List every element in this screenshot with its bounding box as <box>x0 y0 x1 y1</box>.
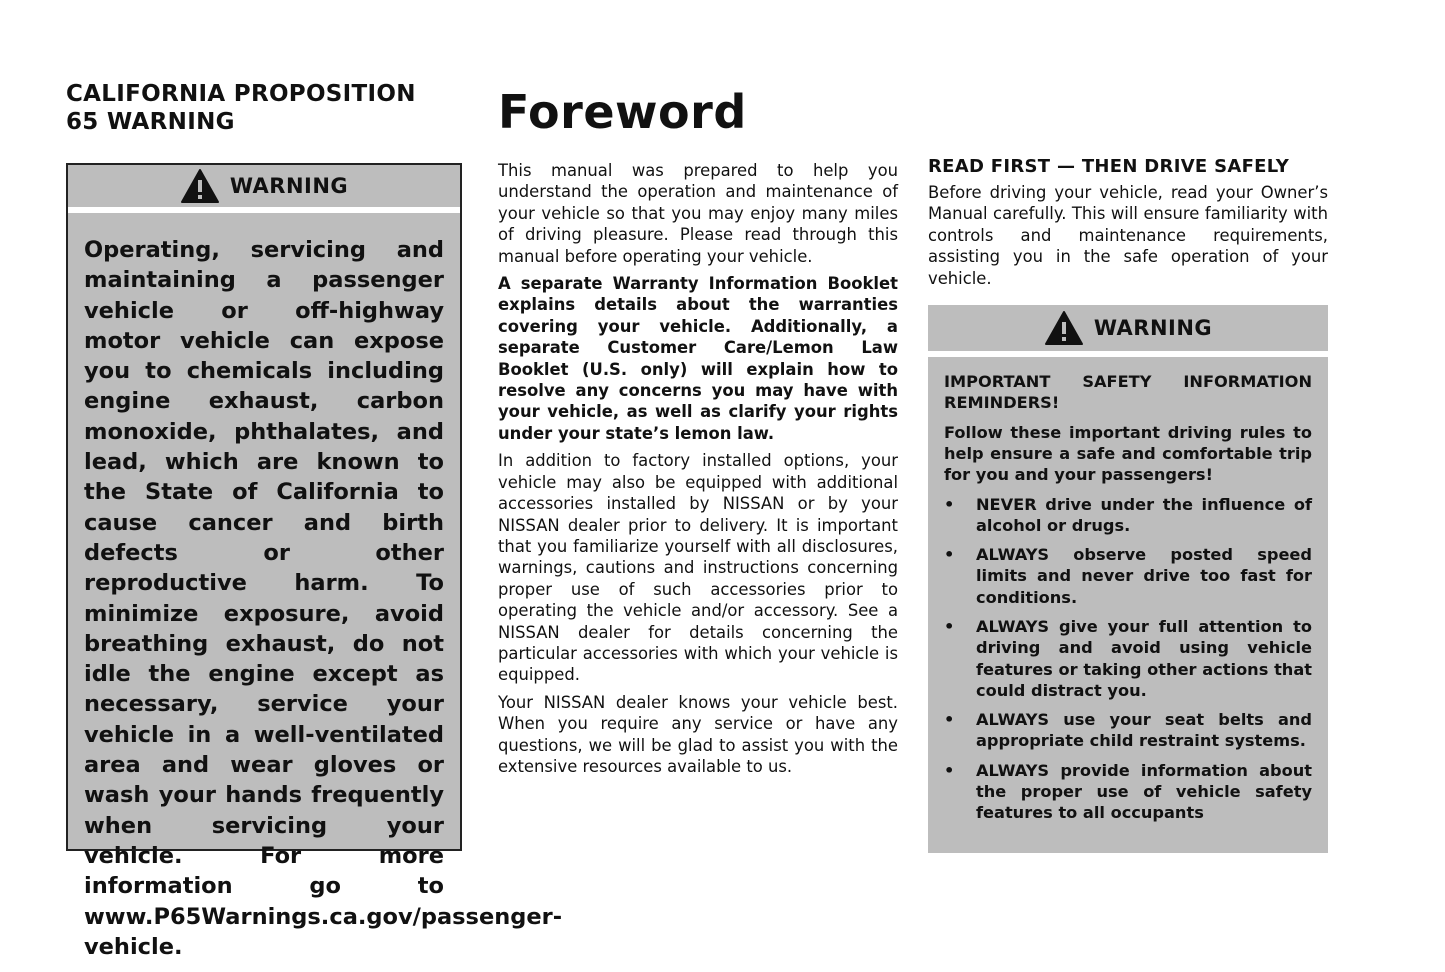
safety-rules-list <box>944 494 1312 824</box>
foreword-column <box>498 84 898 783</box>
foreword-paragraph-warranty: A separate Warranty Information Booklet explains details about the warranties covering your vehicle. Additionally, a separate Customer Care/Lemon Law Booklet (U.S. only) will explain how to resolve any concerns you may have with your vehicle, as well as clarify your rights under your state’s lemon law. <box>498 274 898 443</box>
safety-lead: Follow these important driving rules to help ensure a safe and comfortable trip for you and your passengers! <box>944 422 1312 485</box>
rule-text: ALWAYS give your full attention to driving and avoid using vehicle features or taking other actions that could distract you. <box>976 617 1312 700</box>
prop65-warning-box <box>66 163 563 960</box>
read-first-intro: Before driving your vehicle, read your Owner’s Manual carefully. This will ensure familiarity with controls and maintenance requirements, assisting you in the safe operation of your vehicle. <box>928 183 1328 288</box>
prop65-warning-text: Operating, servicing and maintaining a passenger vehicle or off-highway motor vehicle can expose you to chemicals including engine exhaust, carbon monoxide, phthalates, and lead, which are known to the State of California to cause cancer and birth defects or other reproductive harm. To minimize exposure, avoid breathing exhaust, do not idle the engine except as necessary, service your vehicle in a well-ventilated area and wear gloves or wash your hands frequently when servicing your vehicle. For more information go to www.P65Warnings.ca.gov/passenger-vehicle. <box>84 237 563 960</box>
rule-text: ALWAYS use your seat belts and appropriate child restraint systems. <box>976 710 1312 751</box>
rule-text: ALWAYS provide information about the proper use of vehicle safety features to all occupants <box>976 760 1312 823</box>
foreword-body <box>498 160 898 777</box>
bullet-icon: • <box>944 494 955 514</box>
prop65-title <box>66 80 466 136</box>
safety-warning-body <box>928 357 1328 824</box>
read-first-column <box>928 154 1328 853</box>
foreword-paragraph-1: This manual was prepared to help you understand the operation and maintenance of your vehicle so that you may enjoy many miles of driving pleasure. Please read through this manual before operating your vehicle. <box>498 161 898 266</box>
prop65-title-line1: CALIFORNIA PROPOSITION <box>66 81 416 107</box>
warning-triangle-icon <box>180 168 220 204</box>
foreword-paragraph-dealer: Your NISSAN dealer knows your vehicle best. When you require any service or have any questions, we will be glad to assist you with the extensive resources available to us. <box>498 692 898 776</box>
warning-triangle-icon <box>1044 310 1084 346</box>
bullet-icon: • <box>944 710 955 730</box>
list-item <box>944 544 1312 608</box>
list-item <box>944 616 1312 701</box>
foreword-title: Foreword <box>498 85 747 139</box>
foreword-paragraph-accessories: In addition to factory installed options, your vehicle may also be equipped with additional accessories installed by NISSAN or by your NISSAN dealer prior to delivery. It is important that you familiarize yourself with all disclosures, warnings, cautions and instructions concerning proper use of such accessories prior to operating the vehicle and/or accessory. See a NISSAN dealer for details concerning the particular accessories with which your vehicle is equipped. <box>498 451 898 685</box>
read-first-heading: READ FIRST — THEN DRIVE SAFELY <box>928 156 1290 177</box>
prop65-title-line2: 65 WARNING <box>66 109 235 135</box>
prop65-warning-header <box>68 165 460 213</box>
prop65-warning-label: WARNING <box>229 174 349 198</box>
bullet-icon: • <box>944 617 955 636</box>
safety-subheading: IMPORTANT SAFETY INFORMATION REMINDERS! <box>944 372 1312 413</box>
rule-text: NEVER drive under the influence of alcohol or drugs. <box>976 494 1312 535</box>
safety-warning-header <box>928 305 1328 357</box>
bullet-icon: • <box>944 760 955 780</box>
list-item <box>944 760 1312 824</box>
list-item <box>944 709 1312 752</box>
list-item <box>944 494 1312 537</box>
bullet-icon: • <box>944 545 955 565</box>
safety-warning-label: WARNING <box>1093 316 1213 341</box>
rule-text: ALWAYS observe posted speed limits and never drive too fast for conditions. <box>976 545 1312 607</box>
safety-warning-box <box>928 305 1328 853</box>
prop65-column <box>66 80 563 960</box>
